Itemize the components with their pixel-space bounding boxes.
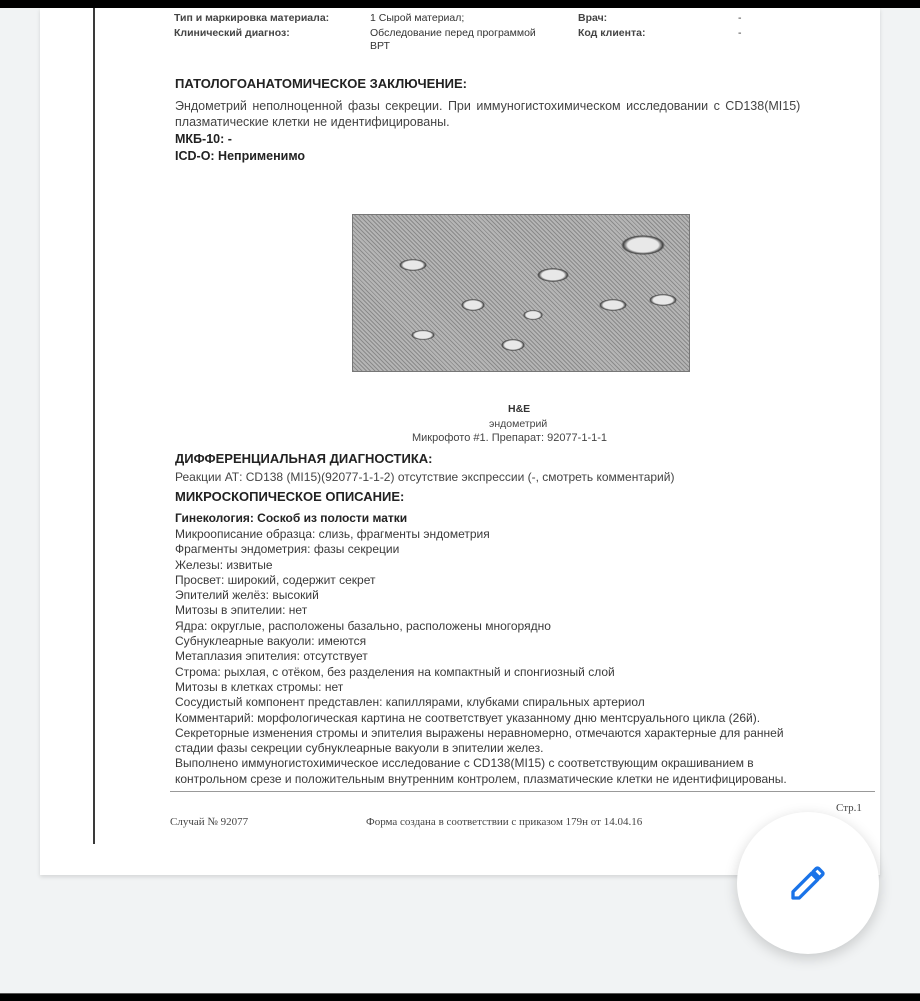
scan-edge-line [93,8,95,844]
list-item: Митозы в эпителии: нет [175,603,308,618]
edit-fab-button[interactable] [737,812,879,954]
client-code-label: Код клиента: [578,27,646,39]
diagnosis-label: Клинический диагноз: [174,27,290,39]
list-item: стадии фазы секреции субнуклеарные вакуоли в эпителии желез. [175,741,544,756]
material-label: Тип и маркировка материала: [174,12,330,24]
diagnosis-value-line2: ВРТ [370,40,390,52]
list-item: Фрагменты эндометрия: фазы секреции [175,542,400,557]
micrograph-caption: Микрофото #1. Препарат: 92077-1-1-1 [412,432,608,444]
micrograph-image [352,214,690,372]
document-page[interactable] [40,8,880,875]
microscopic-heading: МИКРОСКОПИЧЕСКОЕ ОПИСАНИЕ: [175,489,405,504]
differential-text: Реакции АТ: CD138 (MI15)(92077-1-1-2) отсутствие экспрессии (-, смотреть комментарий) [175,470,675,484]
micrograph-tissue: эндометрий [489,418,548,430]
page-number: Стр.1 [836,802,862,814]
list-item: Субнуклеарные вакуоли: имеются [175,634,367,649]
list-item: Метаплазия эпителия: отсутствует [175,649,368,664]
list-item: Строма: рыхлая, с отёком, без разделения на компактный и спонгиозный слой [175,664,615,679]
footer-divider [170,791,875,792]
list-item: Митозы в клетках стромы: нет [175,679,344,694]
list-item: контрольном срезе и положительным внутренним контролем, плазматические клетки не идентифицированы. [175,771,787,786]
list-item: Комментарий: морфологическая картина не соответствует указанному дню ментсруального цикла (26й). [175,710,761,725]
conclusion-line2: плазматические клетки не идентифицированы. [175,115,450,129]
list-item: Секреторные изменения стромы и эпителия выражены неравномерно, отмечаются характерные для ранней [175,725,784,740]
case-number: Случай № 92077 [170,816,249,828]
list-item: Микроописание образца: слизь, фрагменты эндометрия [175,527,490,541]
doctor-label: Врач: [578,12,608,24]
list-item: Сосудистый компонент представлен: капиллярами, клубками спиральных артериол [175,695,645,710]
conclusion-line1: Эндометрий неполноценной фазы секреции. При иммуногистохимическом исследовании с CD138(MI15) [175,99,801,113]
top-status-bar [0,0,920,8]
mkb-code: МКБ-10: - [175,132,232,146]
list-item: Ядра: округлые, расположены базально, расположены многорядно [175,618,551,633]
diagnosis-value-line1: Обследование перед программой [370,27,536,39]
list-item: Железы: извитые [175,557,273,572]
icdo-code: ICD-O: Неприменимо [175,149,306,163]
material-value: 1 Сырой материал; [370,12,465,24]
pencil-icon [788,863,828,903]
form-note: Форма создана в соответствии с приказом 179н от 14.04.16 [366,816,643,828]
list-item: Выполнено иммуногистохимическое исследование с CD138(MI15) с соответствующим окрашиванием в [175,756,754,771]
client-code-value: - [738,27,742,39]
list-item: Просвет: широкий, содержит секрет [175,572,376,587]
doctor-value: - [738,12,742,24]
list-item: Эпителий желёз: высокий [175,588,319,603]
microscopic-description-list [175,527,787,787]
microscopic-subheading: Гинекология: Соскоб из полости матки [175,511,408,525]
differential-heading: ДИФФЕРЕНЦИАЛЬНАЯ ДИАГНОСТИКА: [175,451,433,466]
conclusion-heading: ПАТОЛОГОАНАТОМИЧЕСКОЕ ЗАКЛЮЧЕНИЕ: [175,76,468,91]
micrograph-stain: H&E [508,403,531,415]
